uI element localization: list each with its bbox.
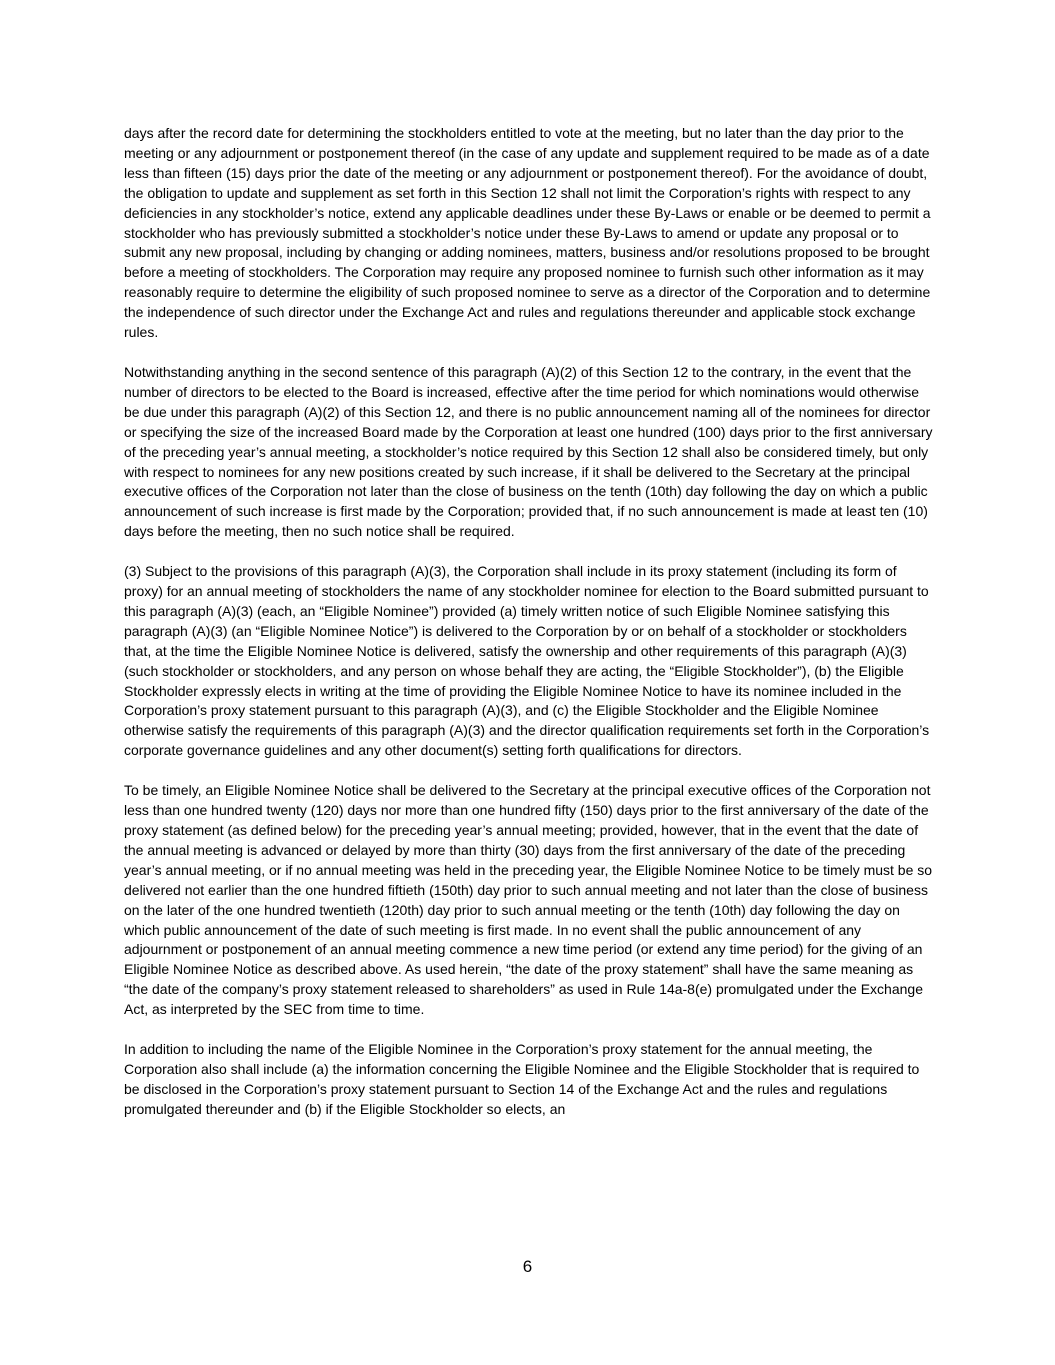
paragraph-timeliness: To be timely, an Eligible Nominee Notice shall be delivered to the Secretary at the principal executive offices of the Corporation not less than one hundred twenty (120) days nor more than one hundred fifty (150) days prior to the first anniversary of the date of the proxy statement (as defined below) for the preceding year’s annual meeting; provided, however, that in the event that the date of the annual meeting is advanced or delayed by more than thirty (30) days from the first anniversary of the date of the preceding year’s annual meeting, or if no annual meeting was held in the preceding year, the Eligible Nominee Notice to be timely must be so delivered not earlier than the one hundred fiftieth (150th) day prior to such annual meeting and not later than the close of business on the later of the one hundred twentieth (120th) day prior to such annual meeting or the tenth (10th) day following the day on which public announcement of the date of such meeting is first made. In no event shall the public announcement of any adjournment or postponement of an annual meeting commence a new time period (or extend any time period) for the giving of an Eligible Nominee Notice as described above. As used herein, “the date of the proxy statement” shall have the same meaning as “the date of the company’s proxy statement released to shareholders” as used in Rule 14a-8(e) promulgated under the Exchange Act, as interpreted by the SEC from time to time. — [124, 782, 933, 1018]
paragraph-proxy-access: (3) Subject to the provisions of this paragraph (A)(3), the Corporation shall include in its proxy statement (including its form of proxy) for an annual meeting of stockholders the name of any stockholder nominee for election to the Board submitted pursuant to this paragraph (A)(3) (each, an “Eligible Nominee”) provided (a) timely written notice of such Eligible Nominee satisfying this paragraph (A)(3) (an “Eligible Nominee Notice”) is delivered to the Corporation by or on behalf of a stockholder or stockholders that, at the time the Eligible Nominee Notice is delivered, satisfy the ownership and other requirements of this paragraph (A)(3) (such stockholder or stockholders, and any person on whose behalf they are acting, the “Eligible Stockholder”), (b) the Eligible Stockholder expressly elects in writing at the time of providing the Eligible Nominee Notice to have its nominee included in the Corporation’s proxy statement pursuant to this paragraph (A)(3), and (c) the Eligible Stockholder and the Eligible Nominee otherwise satisfy the requirements of this paragraph (A)(3) and the director qualification requirements set forth in the Corporation’s corporate governance guidelines and any other document(s) setting forth qualifications for directors. — [124, 563, 930, 759]
page-number: 6 — [522, 1257, 533, 1276]
document-body — [124, 124, 934, 1140]
paragraph-update-supplement: days after the record date for determining the stockholders entitled to vote at the meeting, but no later than the day prior to the meeting or any adjournment or postponement thereof (in the case of any update and supplement required to be made as of a date less than fifteen (15) days prior the date of the meeting or any adjournment or postponement thereof). For the avoidance of doubt, the obligation to update and supplement as set forth in this Section 12 shall not limit the Corporation’s rights with respect to any deficiencies in any stockholder’s notice, extend any applicable deadlines under these By-Laws or enable or be deemed to permit a stockholder who has previously submitted a stockholder’s notice under these By-Laws to amend or update any proposal or to submit any new proposal, including by changing or adding nominees, matters, business and/or resolutions proposed to be brought before a meeting of stockholders. The Corporation may require any proposed nominee to furnish such other information as it may reasonably require to determine the eligibility of such proposed nominee to serve as a director of the Corporation and to determine the independence of such director under the Exchange Act and rules and regulations thereunder and applicable stock exchange rules. — [124, 125, 931, 341]
paragraph-additional-info: In addition to including the name of the Eligible Nominee in the Corporation’s proxy statement for the annual meeting, the Corporation also shall include (a) the information concerning the Eligible Nominee and the Eligible Stockholder that is required to be disclosed in the Corporation’s proxy statement pursuant to Section 14 of the Exchange Act and the rules and regulations promulgated thereunder and (b) if the Eligible Stockholder so elects, an — [124, 1041, 920, 1117]
paragraph-notwithstanding: Notwithstanding anything in the second sentence of this paragraph (A)(2) of this Section 12 to the contrary, in the event that the number of directors to be elected to the Board is increased, effective after the time period for which nominations would otherwise be due under this paragraph (A)(2) of this Section 12, and there is no public announcement naming all of the nominees for director or specifying the size of the increased Board made by the Corporation at least one hundred (100) days prior to the first anniversary of the preceding year’s annual meeting, a stockholder’s notice required by this Section 12 shall also be considered timely, but only with respect to nominees for any new positions created by such increase, if it shall be delivered to the Secretary at the principal executive offices of the Corporation not later than the close of business on the tenth (10th) day following the day on which a public announcement of such increase is first made by the Corporation; provided that, if no such announcement is made at least ten (10) days before the meeting, then no such notice shall be required. — [124, 363, 933, 540]
